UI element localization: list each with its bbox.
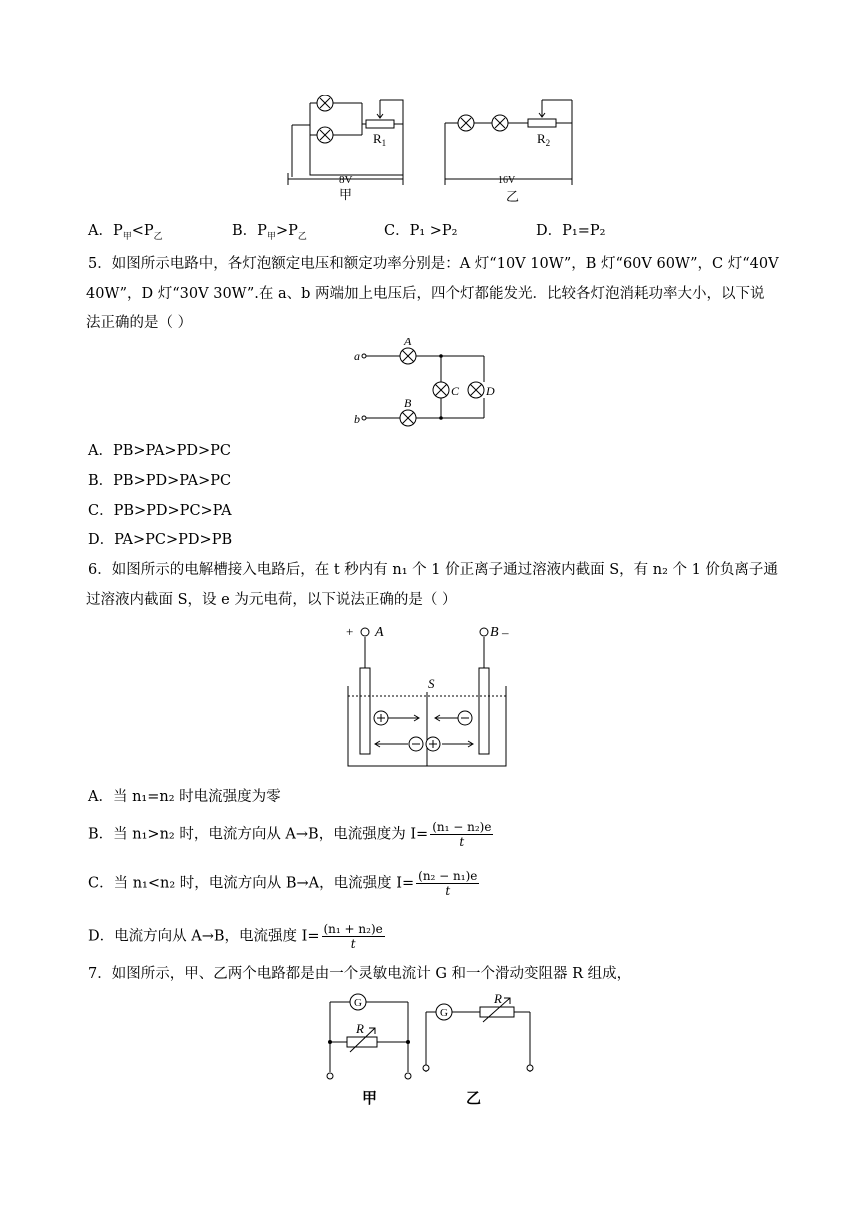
right-name-label: 乙 — [506, 189, 520, 204]
svg-text:R: R — [356, 1021, 364, 1036]
svg-text:D: D — [486, 384, 495, 398]
svg-text:A: A — [375, 625, 384, 640]
q6-option-a: A．当 n₁=n₂ 时电流强度为零 — [88, 789, 281, 805]
left-name-label: 甲 — [339, 187, 353, 202]
q4-option-c: C．P₁ >P₂ — [384, 223, 458, 239]
svg-text:+: + — [346, 624, 354, 639]
q5-circuit-figure — [352, 338, 502, 430]
svg-text:G: G — [354, 997, 362, 1009]
q6-line-2: 过溶液内截面 S，设 e 为元电荷，以下说法正确的是（ ） — [86, 592, 457, 608]
svg-text:C: C — [451, 384, 460, 398]
q5-option-b: B．PB>PD>PA>PC — [88, 473, 232, 489]
svg-text:G: G — [440, 1007, 448, 1019]
svg-text:b: b — [354, 412, 360, 426]
r2-label: $R_2$ — [537, 131, 551, 148]
q5-line-3: 法正确的是（ ） — [86, 315, 193, 331]
left-voltage-label: 8V — [339, 174, 353, 186]
svg-text:乙: 乙 — [466, 1091, 482, 1107]
lamp-icon — [317, 95, 508, 143]
q6-option-b: B．当 n₁>n₂ 时，电流方向从 A→B，电流强度为 I= $\frac{\text{(n₁ − n₂)e}}{t}$ — [88, 820, 492, 849]
q5-line-2: 40W”，D 灯“30V 30W”.在 a、b 两端加上电压后，四个灯都能发光．比较各灯泡消耗功率大小，以下说 — [86, 286, 765, 302]
q4-option-a: A．$P_甲<P_乙$ — [88, 223, 163, 242]
right-voltage-label: 16V — [498, 175, 516, 186]
q6-line-1: 6．如图所示的电解槽接入电路后，在 t 秒内有 n₁ 个 1 价正离子通过溶液内截面 S，有 n₂ 个 1 价负离子通 — [88, 562, 778, 578]
svg-text:B: B — [490, 625, 499, 640]
svg-text:B: B — [404, 396, 412, 410]
q4-option-d: D．P₁=P₂ — [536, 223, 606, 239]
top-circuit-figure — [280, 95, 580, 207]
q6-option-c: C．当 n₁<n₂ 时，电流方向从 B→A，电流强度 I= $\frac{\text{(n₂ − n₁)e}}{t}$ — [88, 869, 478, 898]
q6-electrolysis-figure — [342, 620, 512, 770]
svg-text:甲: 甲 — [362, 1091, 378, 1107]
q7-circuit-figure — [320, 990, 540, 1110]
q6-option-d: D．电流方向从 A→B，电流强度 I= $\frac{\text{(n₁ + n₂)e}}{t}$ — [88, 922, 383, 951]
q7-line-1: 7．如图所示，甲、乙两个电路都是由一个灵敏电流计 G 和一个滑动变阻器 R 组成， — [88, 966, 632, 982]
q5-option-a: A．PB>PA>PD>PC — [88, 443, 231, 459]
svg-text:S: S — [428, 676, 435, 691]
svg-text:A: A — [404, 338, 412, 348]
svg-text:a: a — [354, 349, 360, 363]
q5-option-c: C．PB>PD>PC>PA — [88, 503, 232, 519]
q5-option-d: D．PA>PC>PD>PB — [88, 532, 233, 548]
svg-text:–: – — [502, 625, 509, 640]
q5-line-1: 5．如图所示电路中，各灯泡额定电压和额定功率分别是：A 灯“10V 10W”，B 灯“60V 60W”，C 灯“40V — [88, 256, 779, 272]
q4-option-b: B．$P_甲>P_乙$ — [232, 223, 307, 242]
svg-text:R: R — [494, 991, 502, 1006]
r1-label: $R_1$ — [373, 131, 387, 148]
